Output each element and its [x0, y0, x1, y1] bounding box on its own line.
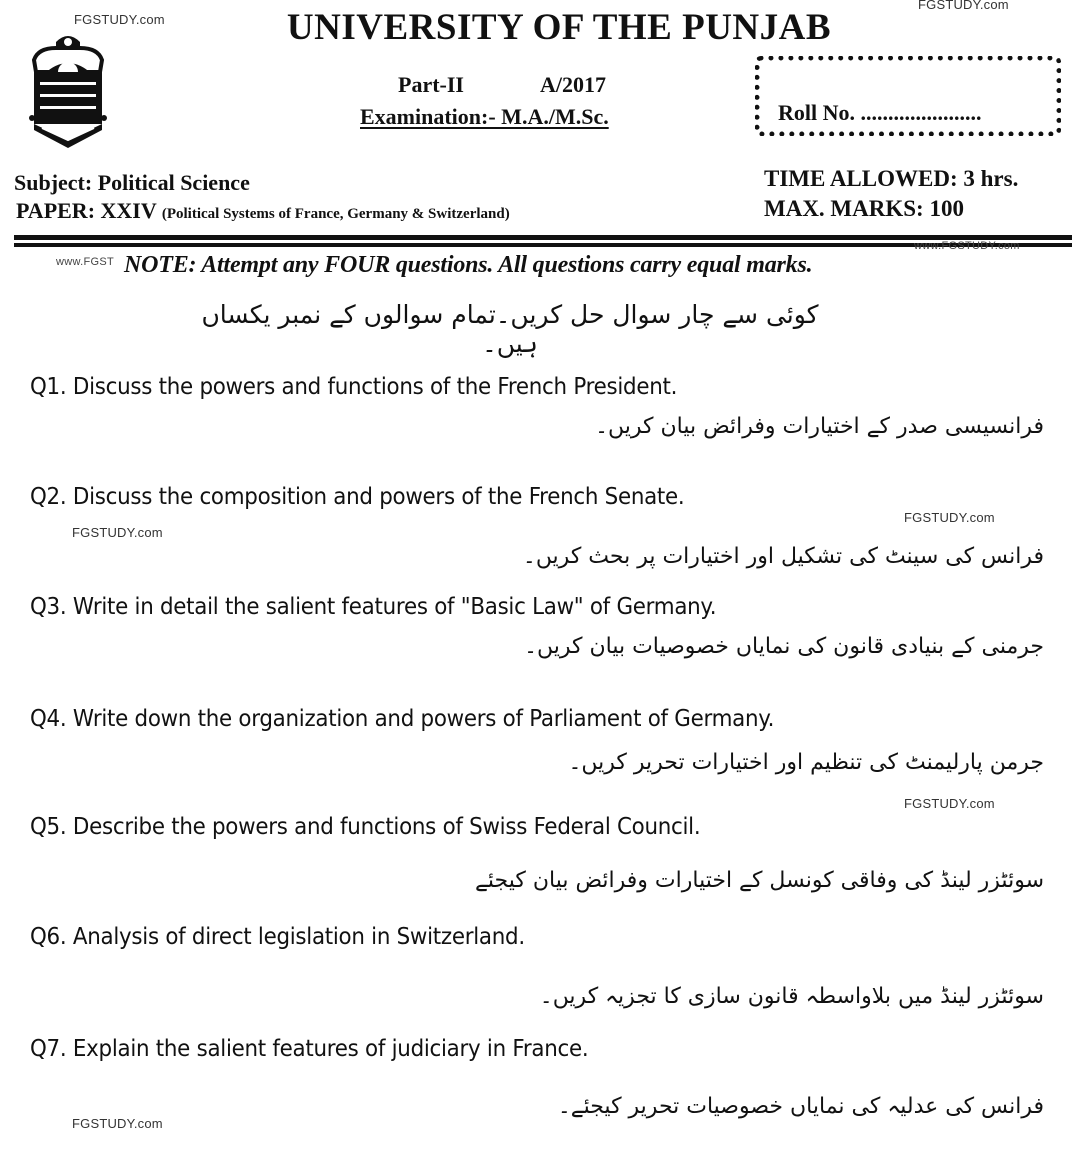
question-6: Q6. Analysis of direct legislation in Switzerland. — [30, 924, 525, 950]
subject-label: Subject: Political Science — [14, 170, 250, 195]
question-7-urdu: فرانس کی عدلیہ کی نمایاں خصوصیات تحریر کیجئے۔ — [557, 1094, 1044, 1119]
max-marks: MAX. MARKS: 100 — [764, 196, 964, 221]
question-2-urdu: فرانس کی سینٹ کی تشکیل اور اختیارات پر بحث کریں۔ — [522, 544, 1044, 569]
time-allowed: TIME ALLOWED: 3 hrs. — [764, 166, 1019, 191]
paper-title: (Political Systems of France, Germany & Switzerland) — [161, 206, 510, 222]
question-3-urdu: جرمنی کے بنیادی قانون کی نمایاں خصوصیات بیان کریں۔ — [524, 634, 1044, 659]
exam-part: Part-II — [398, 72, 464, 97]
university-title: UNIVERSITY OF THE PUNJAB — [286, 7, 832, 48]
paper-label — [16, 198, 510, 224]
watermark-note-left: www.FGST — [56, 256, 115, 268]
question-4-urdu: جرمن پارلیمنٹ کی تنظیم اور اختیارات تحریر کریں۔ — [568, 750, 1044, 775]
question-2: Q2. Discuss the composition and powers of the French Senate. — [30, 484, 685, 510]
roll-number-field[interactable]: Roll No. ...................... — [778, 100, 982, 125]
question-3: Q3. Write in detail the salient features of "Basic Law" of Germany. — [30, 594, 717, 620]
university-crest-icon — [28, 32, 108, 154]
watermark-q2-left: FGSTUDY.com — [72, 525, 163, 540]
watermark-q4-right: FGSTUDY.com — [904, 796, 995, 811]
question-5-urdu: سوئٹزر لینڈ کی وفاقی کونسل کے اختیارات وفرائض بیان کیجئے — [475, 868, 1044, 893]
watermark-top-left: FGSTUDY.com — [74, 12, 165, 27]
instructions-note: NOTE: Attempt any FOUR questions. All questions carry equal marks. — [124, 252, 813, 278]
question-4: Q4. Write down the organization and powers of Parliament of Germany. — [30, 706, 775, 732]
exam-session: A/2017 — [540, 72, 606, 97]
watermark-top-right: FGSTUDY.com — [918, 0, 1009, 12]
question-1-urdu: فرانسیسی صدر کے اختیارات وفرائض بیان کریں۔ — [595, 414, 1044, 439]
paper-code: PAPER: XXIV — [16, 198, 157, 223]
question-7: Q7. Explain the salient features of judiciary in France. — [30, 1036, 589, 1062]
examination-title: Examination:- M.A./M.Sc. — [360, 104, 609, 129]
question-5: Q5. Describe the powers and functions of Swiss Federal Council. — [30, 814, 701, 840]
watermark-bottom-left: FGSTUDY.com — [72, 1116, 163, 1131]
question-6-urdu: سوئٹزر لینڈ میں بلاواسطہ قانون سازی کا تجزیہ کریں۔ — [539, 984, 1044, 1009]
watermark-note-right: www.FGSTUDY.com — [914, 240, 1020, 252]
instructions-note-urdu: کوئی سے چار سوال حل کریں۔تمام سوالوں کے نمبر یکساں ہیں۔ — [201, 300, 819, 358]
question-1: Q1. Discuss the powers and functions of the French President. — [30, 374, 678, 400]
watermark-q2-right: FGSTUDY.com — [904, 510, 995, 525]
